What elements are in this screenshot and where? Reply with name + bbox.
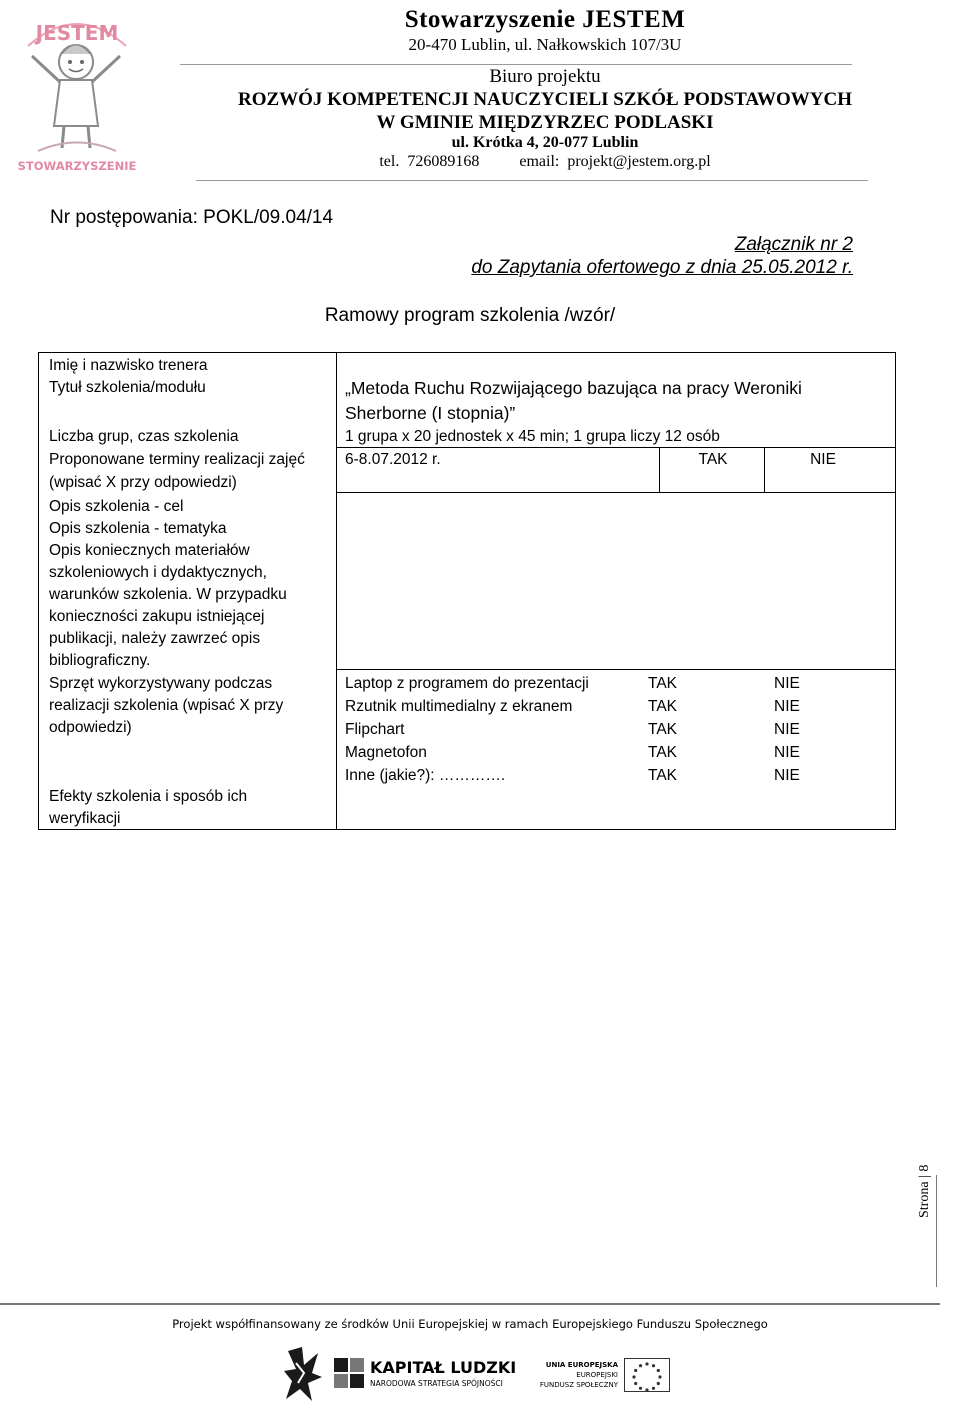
header-divider [180,64,852,65]
cell-divider [764,447,765,492]
label-groups-time: Liczba grup, czas szkolenia [49,428,239,445]
label-effects: Efekty szkolenia i sposób ich weryfikacji [49,788,248,827]
row-divider [336,669,896,670]
office-title: Biuro projektu [489,66,601,87]
org-address: 20-470 Lublin, ul. Nałkowskich 107/3U [408,35,682,54]
kapital-ludzki-logo [334,1358,517,1398]
eu-flag-icon [624,1358,670,1392]
column-divider [336,353,337,829]
equipment-yes-option[interactable]: TAK [648,675,677,692]
row-divider [336,492,896,493]
equipment-item-name: Magnetofon [345,744,427,761]
equipment-item-name: Inne (jakie?): …………. [345,767,506,784]
eu-esf-logo [528,1358,676,1394]
label-equipment: Sprzęt wykorzystywany podczas realizacji szkolenia (wpisać X przy odpowiedzi) [49,675,284,736]
course-title-line2: Sherborne (I stopnia)” [345,403,516,423]
cell-divider [659,447,660,492]
page-number-divider [936,1175,937,1287]
kl-symbol-icon [334,1358,364,1388]
equipment-no-option[interactable]: NIE [774,744,800,761]
eu-line2: EUROPEJSKI [576,1371,618,1379]
office-contact: tel. 726089168 email: projekt@jestem.org.pl [379,153,711,170]
cofinance-statement: Projekt współfinansowany ze środków Unii Europejskiej w ramach Europejskiego Funduszu Społecznego [172,1317,768,1331]
procedure-number: Nr postępowania: POKL/09.04/14 [50,207,334,228]
course-title-line1: „Metoda Ruchu Rozwijającego bazująca na pracy Weroniki [345,378,802,398]
dates-yes-option[interactable]: TAK [698,451,728,468]
label-course-title: Tytuł szkolenia/modułu [49,379,206,396]
dates-no-option[interactable]: NIE [810,451,836,468]
page-number: Strona | 8 [917,1164,932,1218]
project-name-line2: W GMINIE MIĘDZYRZEC PODLASKI [376,112,714,133]
annex-subtitle: do Zapytania ofertowego z dnia 25.05.2012 r. [471,257,853,278]
kl-subtitle: NARODOWA STRATEGIA SPÓJNOŚCI [370,1379,503,1388]
office-address: ul. Krótka 4, 20-077 Lublin [451,134,639,151]
logo-text-top: JESTEM [35,21,119,45]
equipment-item-name: Laptop z programem do prezentacji [345,675,589,692]
equipment-item-name: Rzutnik multimedialny z ekranem [345,698,573,715]
equipment-no-option[interactable]: NIE [774,675,800,692]
equipment-yes-option[interactable]: TAK [648,767,677,784]
training-program-table [38,352,896,830]
label-goal: Opis szkolenia - cel [49,498,184,515]
dates-value: 6-8.07.2012 r. [345,451,441,468]
kl-title: KAPITAŁ LUDZKI [370,1358,517,1377]
equipment-no-option[interactable]: NIE [774,698,800,715]
footer-divider [0,1303,940,1305]
project-name-line1: ROZWÓJ KOMPETENCJI NAUCZYCIELI SZKÓŁ PODSTAWOWYCH [237,89,853,110]
equipment-no-option[interactable]: NIE [774,767,800,784]
document-title: Ramowy program szkolenia /wzór/ [324,305,616,326]
label-materials: Opis koniecznych materiałów szkoleniowych i dydaktycznych, warunków szkolenia. W przypadku konieczności zakupu istniejącej publikacji, należy zawrzeć opis bibliograficzny. [49,542,287,669]
label-dates-note: (wpisać X przy odpowiedzi) [49,474,237,491]
jestem-logo [18,6,136,178]
eu-line1: UNIA EUROPEJSKA [545,1361,618,1369]
annex-title: Załącznik nr 2 [734,234,853,255]
groups-time-value: 1 grupa x 20 jednostek x 45 min; 1 grupa liczy 12 osób [345,428,720,445]
logo-text-bottom: STOWARZYSZENIE [18,159,136,173]
org-name: Stowarzyszenie JESTEM [404,6,686,33]
equipment-yes-option[interactable]: TAK [648,698,677,715]
equipment-item-name: Flipchart [345,721,405,738]
equipment-yes-option[interactable]: TAK [648,721,677,738]
eagle-emblem-icon [282,1343,326,1405]
label-topics: Opis szkolenia - tematyka [49,520,227,537]
label-trainer: Imię i nazwisko trenera [49,357,208,374]
equipment-yes-option[interactable]: TAK [648,744,677,761]
equipment-no-option[interactable]: NIE [774,721,800,738]
eu-line3: FUNDUSZ SPOŁECZNY [539,1381,618,1389]
label-dates: Proponowane terminy realizacji zajęć [49,451,305,468]
header-divider-bottom [196,180,868,181]
